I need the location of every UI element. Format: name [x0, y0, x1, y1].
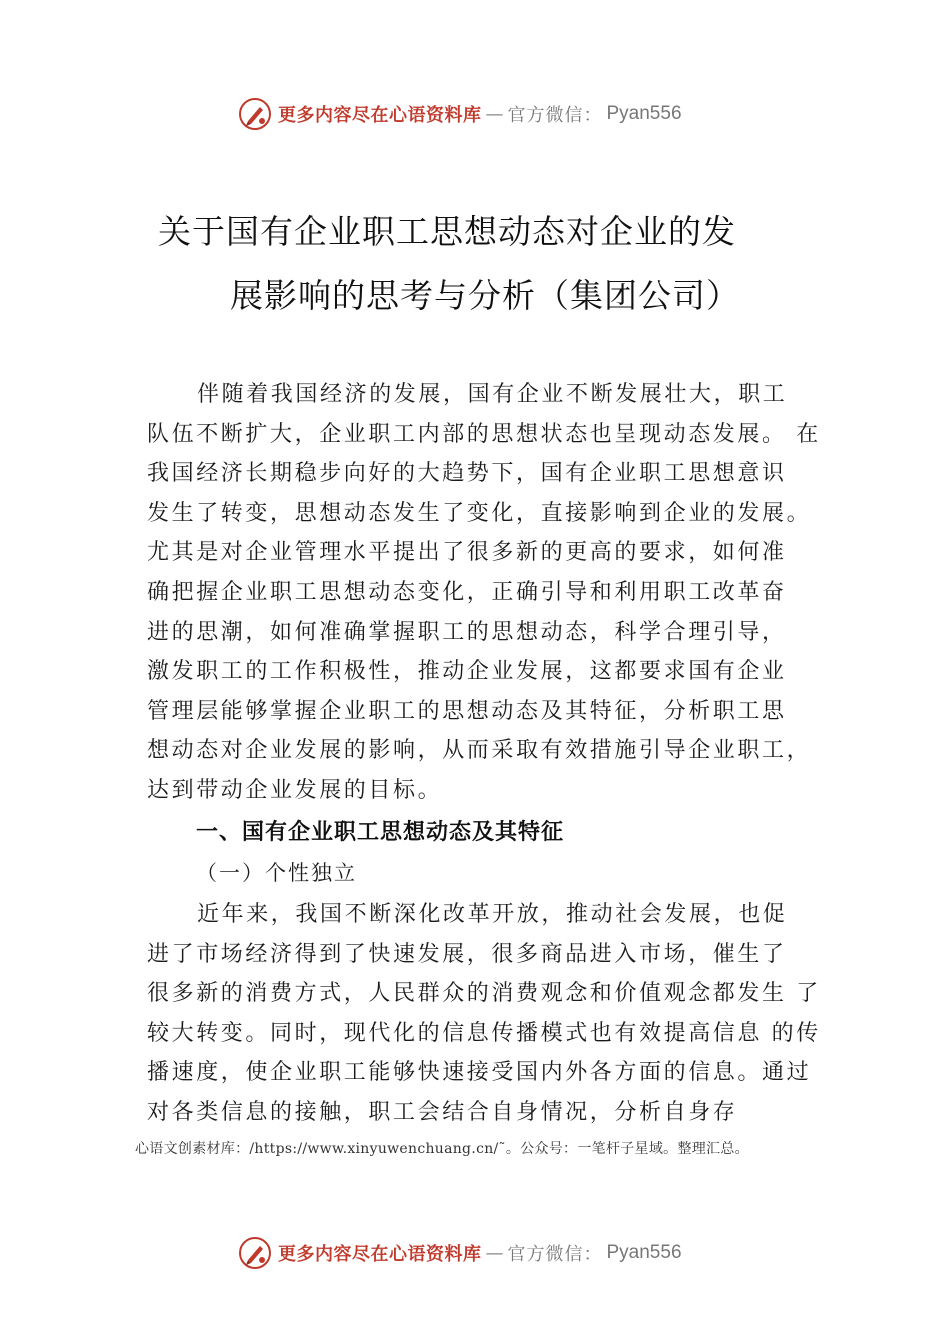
paragraph-line: 达到带动企业发展的目标。 — [147, 777, 443, 803]
paragraph-line: 伴随着我国经济的发展，国有企业不断发展壮大，职工 — [197, 382, 788, 407]
paragraph-line: 播速度，使企业职工能够快速接受国内外各方面的信息。通过 — [147, 1060, 812, 1086]
banner-dash: — — [485, 1242, 504, 1264]
paragraph-line: 进了市场经济得到了快速发展，很多商品进入市场，催生了 — [147, 941, 787, 967]
top-banner — [238, 96, 682, 132]
banner-wechat-label: 官方微信： — [507, 1244, 603, 1265]
section1-paragraph — [147, 895, 827, 1133]
paragraph-line: 发生了转变，思想动态发生了变化，直接影响到企业的发展。 — [147, 500, 812, 526]
intro-paragraph — [147, 375, 827, 811]
banner-wechat-id: Pyan556 — [606, 103, 682, 124]
footer-source-note: 心语文创素材库：/https://www.xinyuwenchuang.cn/˜。公众号：一笔杆子星域。整理汇总。 — [135, 1141, 749, 1157]
paragraph-line: 激发职工的工作积极性，推动企业发展，这都要求国有企业 — [147, 659, 787, 685]
banner-dash: — — [485, 103, 504, 125]
paragraph-line: 较大转变。同时，现代化的信息传播模式也有效提高信息 的传 — [147, 1020, 821, 1046]
paragraph-line: 尤其是对企业管理水平提出了很多新的更高的要求，如何准 — [147, 540, 787, 566]
pen-nib-icon — [238, 97, 272, 131]
sub-heading-1-1: （一）个性独立 — [196, 861, 357, 885]
paragraph-line: 近年来，我国不断深化改革开放，推动社会发展，也促 — [197, 902, 788, 927]
banner-wechat-id: Pyan556 — [606, 1242, 682, 1263]
paragraph-line: 队伍不断扩大，企业职工内部的思想状态也呈现动态发展。 在 — [147, 421, 821, 447]
paragraph-line: 想动态对企业发展的影响，从而采取有效措施引导企业职工， — [147, 738, 812, 764]
bottom-banner — [238, 1235, 682, 1271]
paragraph-line: 进的思潮，如何准确掌握职工的思想动态，科学合理引导， — [147, 619, 787, 645]
document-title-line-1: 关于国有企业职工思想动态对企业的发 — [158, 212, 736, 251]
banner-brand-text: 更多内容尽在心语资料库 — [278, 105, 482, 126]
document-title-line-2: 展影响的思考与分析（集团公司） — [230, 276, 740, 315]
paragraph-line: 确把握企业职工思想动态变化，正确引导和利用职工改革奋 — [147, 579, 787, 605]
section-heading-1: 一、国有企业职工思想动态及其特征 — [196, 820, 565, 845]
banner-brand-text: 更多内容尽在心语资料库 — [278, 1244, 482, 1265]
banner-wechat-label: 官方微信： — [507, 105, 603, 126]
paragraph-line: 管理层能够掌握企业职工的思想动态及其特征，分析职工思 — [147, 698, 787, 724]
pen-nib-icon — [238, 1236, 272, 1270]
paragraph-line: 对各类信息的接触，职工会结合自身情况，分析自身存 — [147, 1099, 738, 1125]
paragraph-line: 很多新的消费方式，人民群众的消费观念和价值观念都发生 了 — [147, 981, 821, 1007]
paragraph-line: 我国经济长期稳步向好的大趋势下，国有企业职工思想意识 — [147, 461, 787, 487]
